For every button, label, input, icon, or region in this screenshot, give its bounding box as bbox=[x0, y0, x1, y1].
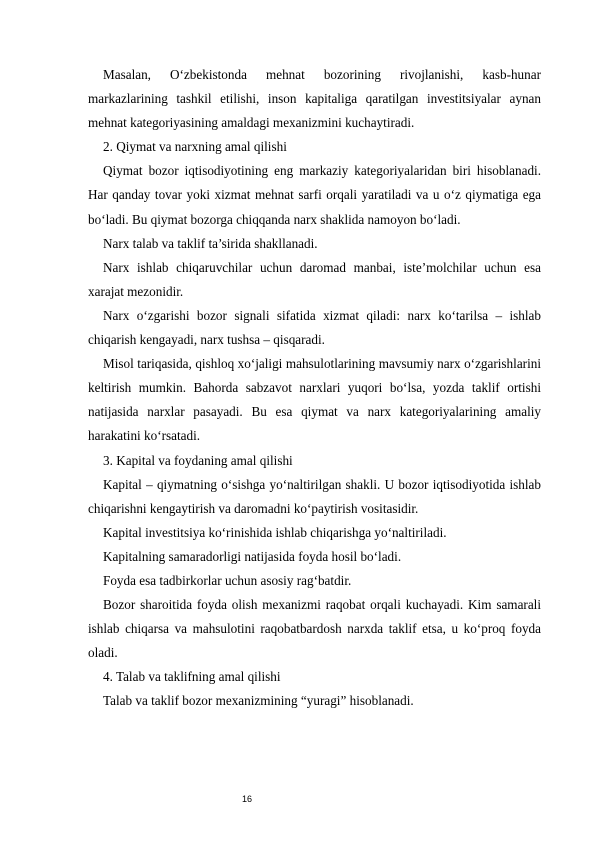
page-number: 16 bbox=[242, 794, 253, 804]
paragraph-price-formation: Narx talab va taklif ta’sirida shakllanadi. bbox=[103, 235, 318, 251]
section-heading-value-price: 2. Qiymat va narxning amal qilishi bbox=[103, 139, 287, 155]
section-heading-capital-profit: 3. Kapital va foydaning amal qilishi bbox=[103, 452, 293, 468]
paragraph-supply-demand-heart: Talab va taklif bozor mexanizmining “yuragi” hisoblanadi. bbox=[103, 693, 414, 709]
document-body bbox=[88, 63, 541, 714]
paragraph-capital-efficiency: Kapitalning samaradorligi natijasida foyda hosil bo‘ladi. bbox=[103, 548, 402, 564]
paragraph-labor-example: Masalan, O‘zbekistonda mehnat bozorining rivojlanishi, kasb-hunar markazlarining tashkil etilishi, inson kapitaliga qaratilgan investitsiyalar aynan mehnat kategoriyasining amaldagi mexanizmini kuchaytiradi. bbox=[88, 67, 541, 131]
paragraph-profit-incentive: Foyda esa tadbirkorlar uchun asosiy rag‘batdir. bbox=[103, 572, 352, 588]
paragraph-price-role: Narx ishlab chiqaruvchilar uchun daromad manbai, iste’molchilar uchun esa xarajat mezonidir. bbox=[88, 259, 541, 299]
paragraph-price-signal: Narx o‘zgarishi bozor signali sifatida xizmat qiladi: narx ko‘tarilsa – ishlab chiqarish kengayadi, narx tushsa – qisqaradi. bbox=[88, 307, 541, 348]
paragraph-capital-definition: Kapital – qiymatning o‘sishga yo‘naltirilgan shakli. U bozor iqtisodiyotida ishlab chiqarishni kengaytirish va daromadni ko‘paytirish vositasidir. bbox=[88, 476, 541, 516]
paragraph-value-definition: Qiymat bozor iqtisodiyotining eng markaziy kategoriyalaridan biri hisoblanadi. Har qanday tovar yoki xizmat mehnat sarfi orqali yaratiladi va u o‘z qiymatiga ega bo‘ladi. Bu qiymat bozorga chiqqanda narx shaklida namoyon bo‘ladi. bbox=[88, 163, 541, 227]
paragraph-capital-investment: Kapital investitsiya ko‘rinishida ishlab chiqarishga yo‘naltiriladi. bbox=[103, 524, 447, 540]
section-heading-supply-demand: 4. Talab va taklifning amal qilishi bbox=[103, 669, 281, 685]
paragraph-agriculture-example: Misol tariqasida, qishloq xo‘jaligi mahsulotlarining mavsumiy narx o‘zgarishlarini keltirish mumkin. Bahorda sabzavot narxlari yuqori bo‘lsa, yozda taklif ortishi natijasida narxlar pasayadi. Bu esa qiymat va narx kategoriyalarining amaliy harakatini ko‘rsatadi. bbox=[88, 356, 541, 444]
paragraph-competition-profit: Bozor sharoitida foyda olish mexanizmi raqobat orqali kuchayadi. Kim samarali ishlab chiqarsa va mahsulotini raqobatbardosh narxda taklif etsa, u ko‘proq foyda oladi. bbox=[88, 597, 541, 661]
